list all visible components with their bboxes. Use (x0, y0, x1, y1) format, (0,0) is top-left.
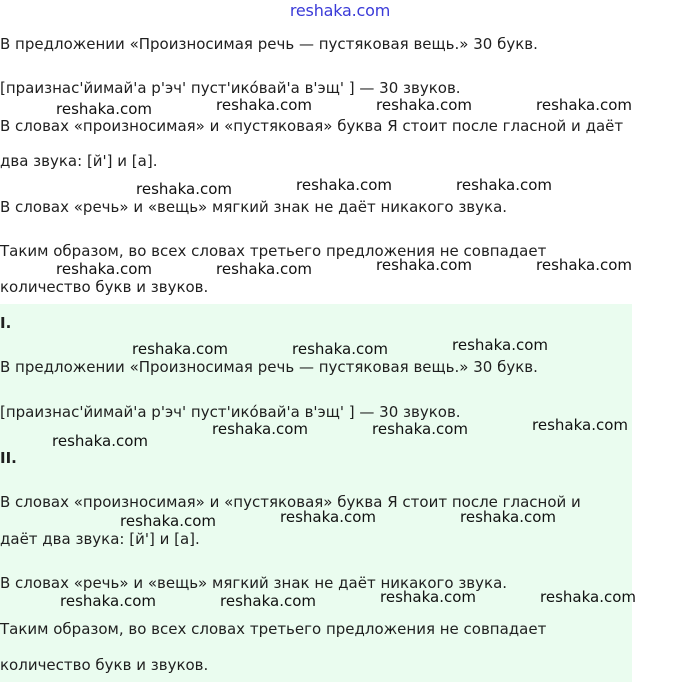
watermark: reshaka.com (292, 340, 388, 358)
soft-sign-note: В словах «речь» и «вещь» мягкий знак не даёт никакого звука. (0, 198, 508, 216)
watermark: reshaka.com (540, 588, 636, 606)
sentence-letter-count-2: В предложении «Произносимая речь — пустяковая вещь.» 30 букв. (0, 358, 538, 376)
watermark: reshaka.com (136, 180, 232, 198)
conclusion-line-2: количество букв и звуков. (0, 278, 209, 296)
site-header-link[interactable]: reshaka.com (289, 1, 391, 20)
watermark: reshaka.com (372, 420, 468, 438)
watermark: reshaka.com (456, 176, 552, 194)
watermark: reshaka.com (296, 176, 392, 194)
watermark: reshaka.com (216, 96, 312, 114)
watermark: reshaka.com (216, 260, 312, 278)
soft-sign-note-2: В словах «речь» и «вещь» мягкий знак не даёт никакого звука. (0, 574, 508, 592)
ya-note-line-1: В словах «произносимая» и «пустяковая» буква Я стоит после гласной и даёт (0, 117, 624, 135)
watermark: reshaka.com (280, 508, 376, 526)
conclusion-line-1-2: Таким образом, во всех словах третьего предложения не совпадает (0, 620, 547, 638)
ya-note-line-1-2: В словах «произносимая» и «пустяковая» буква Я стоит после гласной и (0, 493, 581, 511)
watermark: reshaka.com (220, 592, 316, 610)
watermark: reshaka.com (52, 432, 148, 450)
ya-note-line-2: два звука: [й'] и [а]. (0, 152, 158, 170)
sentence-letter-count: В предложении «Произносимая речь — пустяковая вещь.» 30 букв. (0, 35, 538, 53)
conclusion-line-2-2: количество букв и звуков. (0, 656, 209, 674)
watermark: reshaka.com (380, 588, 476, 606)
watermark: reshaka.com (56, 260, 152, 278)
transcription-2: [праизнас'йимай'а р'эч' пуст'ико́вай'а в'эщ' ] — 30 звуков. (0, 403, 461, 421)
ya-note-line-2-2: даёт два звука: [й'] и [а]. (0, 530, 200, 548)
section-label-1: I. (0, 314, 12, 332)
watermark: reshaka.com (376, 96, 472, 114)
conclusion-line-1: Таким образом, во всех словах третьего предложения не совпадает (0, 242, 547, 260)
transcription: [праизнас'йимай'а р'эч' пуст'ико́вай'а в'эщ' ] — 30 звуков. (0, 79, 461, 97)
watermark: reshaka.com (536, 256, 632, 274)
watermark: reshaka.com (56, 100, 152, 118)
watermark: reshaka.com (376, 256, 472, 274)
watermark: reshaka.com (120, 512, 216, 530)
watermark: reshaka.com (460, 508, 556, 526)
watermark: reshaka.com (536, 96, 632, 114)
watermark: reshaka.com (452, 336, 548, 354)
watermark: reshaka.com (532, 416, 628, 434)
watermark: reshaka.com (132, 340, 228, 358)
watermark: reshaka.com (212, 420, 308, 438)
section-label-2: II. (0, 449, 17, 467)
watermark: reshaka.com (60, 592, 156, 610)
